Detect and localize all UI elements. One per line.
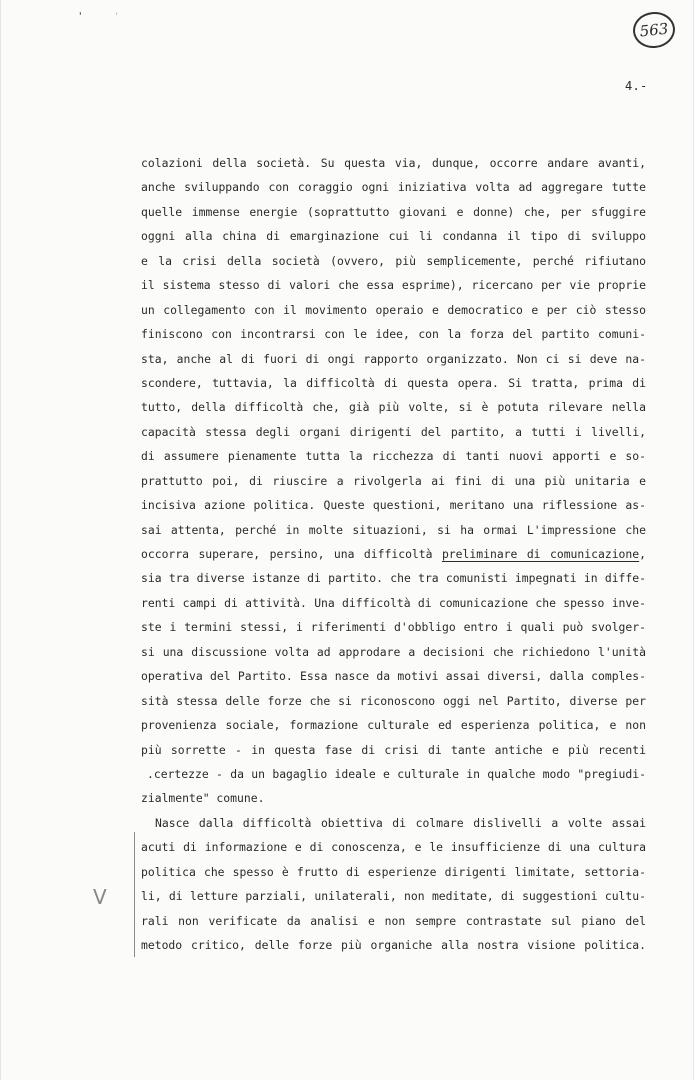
text-line: finiscono con incontrarsi con le idee, con la forza del partito comuni- xyxy=(141,327,646,342)
text-line: oggni alla china di emarginazione cui li condanna il tipo di sviluppo xyxy=(141,229,646,244)
archive-stamp xyxy=(631,10,677,50)
text-line: colazioni della società. Su questa via, dunque, occorre andare avanti, xyxy=(141,156,646,170)
text-line: renti campi di attività. Una difficoltà di comunicazione che spesso inve- xyxy=(141,595,646,610)
body-text xyxy=(141,151,646,957)
text-line: politica che spesso è frutto di esperienze dirigenti limitate, settoria- xyxy=(141,864,646,879)
text-line: capacità stessa degli organi dirigenti del partito, a tutti i livelli, xyxy=(141,424,646,439)
margin-line xyxy=(134,832,135,957)
paragraph-start-line: Nasce dalla difficoltà obiettiva di colmare dislivelli a volte assai xyxy=(155,815,646,830)
scan-mark-faint: ' xyxy=(114,12,120,22)
text-line: scondere, tuttavia, la difficoltà di questa opera. Si tratta, prima di xyxy=(141,375,646,390)
text-line: anche sviluppando con coraggio ogni iniziativa volta ad aggregare tutte xyxy=(141,180,646,195)
text-line: sta, anche al di fuori di ongi rapporto organizzato. Non ci si deve na- xyxy=(141,351,646,366)
text-line: sai attenta, perché in molte situazioni, si ha ormai L'impressione che xyxy=(141,522,646,537)
text-line-with-underline xyxy=(141,542,646,566)
text-line: rali non verificate da analisi e non sempre contrastate sul piano del xyxy=(141,913,646,928)
text-line: acuti di informazione e di conoscenza, e le insufficienze di una cultura xyxy=(141,840,646,855)
text-line: operativa del Partito. Essa nasce da motivi assai diversi, dalla comples- xyxy=(141,669,646,684)
text-line: un collegamento con il movimento operaio e democratico e per ciò stesso xyxy=(141,302,646,317)
underlined-suffix: , xyxy=(639,547,646,561)
scan-mark: ' xyxy=(77,10,84,23)
text-line: di assumere pienamente tutta la ricchezza di tanti nuovi apporti e so- xyxy=(141,449,646,464)
text-line: più sorrette - in questa fase di crisi di tante antiche e più recenti xyxy=(141,742,646,757)
text-line: incisiva azione politica. Queste questioni, meritano una riflessione as- xyxy=(141,498,646,513)
archive-stamp-number: 563 xyxy=(638,19,670,41)
text-line: il sistema stesso di valori che essa esprime), ricercano per vie proprie xyxy=(141,278,646,293)
text-line: prattutto poi, di riuscire a rivolgerla ai fini di una più unitaria e xyxy=(141,473,646,488)
text-line: sia tra diverse istanze di partito. che tra comunisti impegnati in diffe- xyxy=(141,571,646,586)
text-line: li, di letture parziali, unilaterali, non meditate, di suggestioni cultu- xyxy=(141,889,646,904)
text-line-start: occorra superare, persino, una difficoltà xyxy=(141,547,442,561)
text-line: si una discussione volta ad approdare a decisioni che richiedono l'unità xyxy=(141,644,646,659)
text-line: zialmente" comune. xyxy=(141,791,265,806)
text-line: tutto, della difficoltà che, già più volte, si è potuta rilevare nella xyxy=(141,400,646,415)
underlined-phrase: preliminare di comunicazione xyxy=(441,547,640,561)
text-line: .certezze - da un bagaglio ideale e culturale in qualche modo "pregiudi- xyxy=(147,766,646,781)
text-line: quelle immense energie (soprattutto giovani e donne) che, per sfuggire xyxy=(141,204,646,219)
text-line: provenienza sociale, formazione culturale ed esperienza politica, e non xyxy=(141,718,646,733)
text-line: ste i termini stessi, i riferimenti d'obbligo entro i quali può svolger- xyxy=(141,620,646,635)
text-line: sità stessa delle forze che si riconoscono oggi nel Partito, diverse per xyxy=(141,693,646,708)
page-number: 4.- xyxy=(625,79,648,93)
margin-v-mark: V xyxy=(93,885,107,909)
text-line: metodo critico, delle forze più organiche alla nostra visione politica. xyxy=(141,938,646,952)
text-line: e la crisi della società (ovvero, più semplicemente, perché rifiutano xyxy=(141,253,646,268)
